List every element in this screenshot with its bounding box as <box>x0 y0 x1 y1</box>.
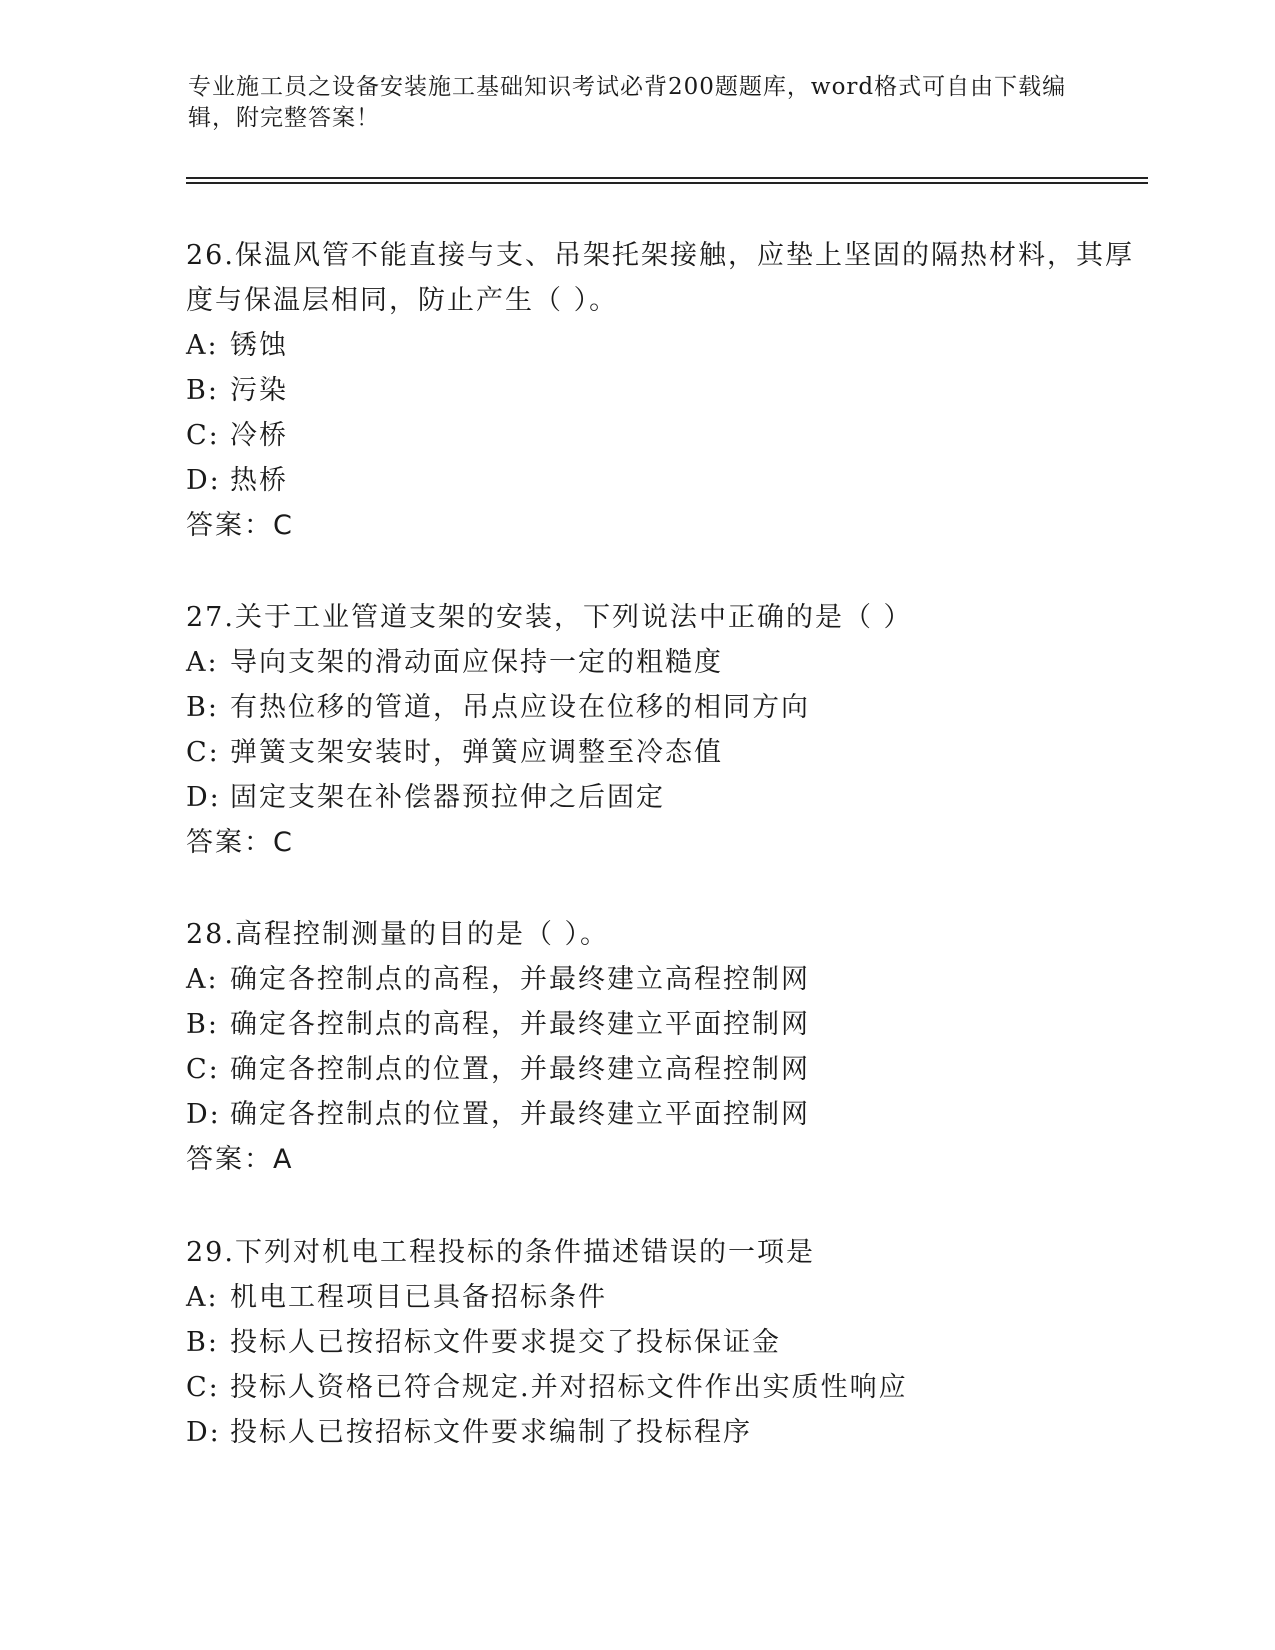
option-text: 确定各控制点的高程，并最终建立高程控制网 <box>230 964 810 995</box>
question-text: 27.关于工业管道支架的安装，下列说法中正确的是（ ） <box>186 602 913 633</box>
header-divider-bottom <box>186 182 1148 184</box>
option-letter: C: <box>186 737 220 768</box>
option-letter: D: <box>186 782 221 813</box>
option-b <box>186 685 1146 730</box>
option-letter: C: <box>186 420 220 451</box>
option-text: 确定各控制点的位置，并最终建立平面控制网 <box>230 1099 810 1130</box>
option-letter: A: <box>186 330 219 361</box>
question-26 <box>186 233 1146 548</box>
question-text: 26.保温风管不能直接与支、吊架托架接触，应垫上坚固的隔热材料，其厚度与保温层相同，防止产生（ ）。 <box>186 240 1134 316</box>
option-letter: B: <box>186 1327 219 1358</box>
option-d <box>186 1410 1146 1455</box>
option-c <box>186 730 1146 775</box>
option-text: 确定各控制点的高程，并最终建立平面控制网 <box>230 1009 810 1040</box>
option-letter: B: <box>186 375 219 406</box>
option-text: 锈蚀 <box>230 330 288 361</box>
option-b <box>186 368 1146 413</box>
option-letter: C: <box>186 1054 220 1085</box>
option-d <box>186 458 1146 503</box>
option-text: 固定支架在补偿器预拉伸之后固定 <box>230 782 665 813</box>
option-a <box>186 1275 1146 1320</box>
option-letter: A: <box>186 1282 219 1313</box>
option-text: 投标人已按招标文件要求提交了投标保证金 <box>230 1327 781 1358</box>
option-letter: C: <box>186 1372 220 1403</box>
option-text: 弹簧支架安装时，弹簧应调整至冷态值 <box>230 737 723 768</box>
option-text: 机电工程项目已具备招标条件 <box>230 1282 607 1313</box>
question-27 <box>186 595 1146 865</box>
option-b <box>186 1320 1146 1365</box>
option-letter: B: <box>186 692 219 723</box>
answer-line: 答案：C <box>186 827 294 858</box>
option-letter: D: <box>186 1099 221 1130</box>
answer-line: 答案：A <box>186 1144 294 1175</box>
header-divider-top <box>186 177 1148 179</box>
document-header: 专业施工员之设备安装施工基础知识考试必背200题题库，word格式可自由下载编辑，附完整答案！ <box>188 74 1067 131</box>
answer-line: 答案：C <box>186 510 294 541</box>
option-d <box>186 1092 1146 1137</box>
option-d <box>186 775 1146 820</box>
question-text: 29.下列对机电工程投标的条件描述错误的一项是 <box>186 1237 815 1268</box>
option-text: 有热位移的管道，吊点应设在位移的相同方向 <box>230 692 810 723</box>
option-text: 投标人资格已符合规定.并对招标文件作出实质性响应 <box>230 1372 908 1403</box>
option-c <box>186 1365 1146 1410</box>
option-a <box>186 323 1146 368</box>
option-text: 污染 <box>230 375 288 406</box>
question-28 <box>186 912 1146 1182</box>
option-a <box>186 640 1146 685</box>
option-c <box>186 1047 1146 1092</box>
option-text: 导向支架的滑动面应保持一定的粗糙度 <box>230 647 723 678</box>
option-letter: D: <box>186 1417 221 1448</box>
question-text: 28.高程控制测量的目的是（ ）。 <box>186 919 610 950</box>
option-text: 热桥 <box>230 465 288 496</box>
option-letter: A: <box>186 964 219 995</box>
option-text: 确定各控制点的位置，并最终建立高程控制网 <box>230 1054 810 1085</box>
question-29 <box>186 1230 1146 1455</box>
option-b <box>186 1002 1146 1047</box>
option-letter: A: <box>186 647 219 678</box>
option-text: 投标人已按招标文件要求编制了投标程序 <box>230 1417 752 1448</box>
option-c <box>186 413 1146 458</box>
option-a <box>186 957 1146 1002</box>
option-letter: B: <box>186 1009 219 1040</box>
option-letter: D: <box>186 465 221 496</box>
option-text: 冷桥 <box>230 420 288 451</box>
